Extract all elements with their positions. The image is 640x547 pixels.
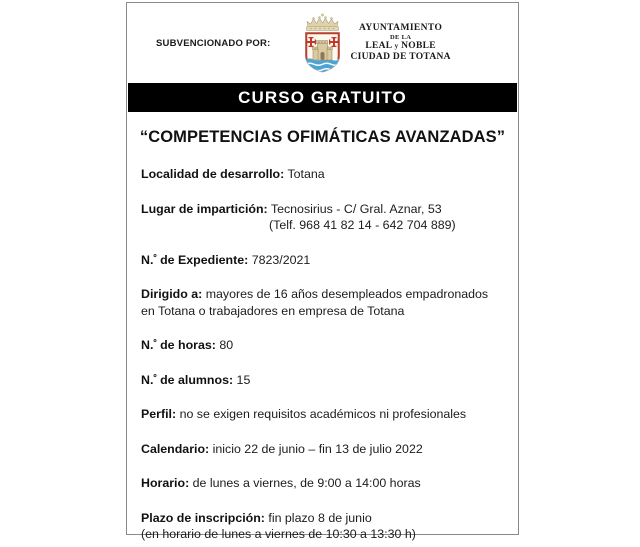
field-plazo-value-line2: (en horario de lunes a viernes de 10:30 a 13:30 h): [141, 527, 416, 541]
field-horas-value: 80: [219, 338, 234, 352]
field-horario-label: Horario:: [141, 476, 190, 490]
field-dirigido-label: Dirigido a:: [141, 287, 203, 301]
field-perfil-value: no se exigen requisitos académicos ni profesionales: [179, 407, 467, 421]
hall-line-2: DE LA: [390, 34, 412, 42]
emblem-block: [301, 12, 450, 74]
banner-curso-gratuito: CURSO GRATUITO: [128, 83, 517, 112]
field-dirigido-value: mayores de 16 años desempleados empadronados: [205, 287, 489, 301]
field-expediente-label: [141, 253, 248, 267]
poster-page: [126, 2, 519, 541]
field-expediente-label-n: N.: [141, 252, 154, 267]
hall-line-4: CIUDAD DE TOTANA: [350, 51, 451, 62]
sponsor-label: SUBVENCIONADO POR:: [156, 37, 271, 49]
coat-of-arms-icon: [301, 12, 344, 74]
field-localidad-label: Localidad de desarrollo:: [141, 167, 285, 181]
field-lugar-phone: (Telf. 968 41 82 14 - 642 704 889): [269, 218, 456, 232]
field-plazo-label: Plazo de inscripción:: [141, 510, 265, 525]
field-lugar-value: Tecnosirius - C/ Gral. Aznar, 53: [270, 201, 442, 216]
field-perfil-label: Perfil:: [141, 407, 177, 421]
ordinal-mark: º: [153, 371, 157, 382]
field-expediente-value: 7823/2021: [251, 252, 311, 267]
field-alumnos-label-n: N.: [141, 372, 154, 387]
field-horas: [141, 337, 504, 354]
field-lugar-label: Lugar de impartición:: [141, 201, 268, 216]
ordinal-mark: º: [153, 251, 157, 262]
city-hall-caption: [350, 23, 450, 62]
field-alumnos: [141, 372, 504, 389]
hall-line-3: [350, 41, 450, 52]
field-alumnos-value: 15: [236, 372, 251, 387]
ordinal-mark: º: [153, 337, 157, 348]
course-title: “COMPETENCIAS OFIMÁTICAS AVANZADAS”: [139, 128, 506, 146]
field-expediente-label-rest: de Expediente:: [156, 252, 249, 267]
field-horas-label-rest: de horas:: [156, 338, 216, 352]
field-expediente: [141, 252, 504, 269]
field-plazo-value: fin plazo 8 de junio: [268, 510, 372, 525]
field-dirigido-value-line2: en Totana o trabajadores en empresa de Totana: [141, 303, 405, 318]
hall-line-3-noble: NOBLE: [401, 41, 436, 52]
hall-line-3-leal: LEAL: [365, 41, 392, 52]
field-alumnos-label: [141, 373, 233, 387]
hall-line-3-y: y: [394, 42, 399, 51]
field-lugar: [141, 201, 504, 234]
hall-line-1: AYUNTAMIENTO: [358, 23, 443, 34]
field-localidad: [141, 166, 504, 183]
field-alumnos-label-rest: de alumnos:: [156, 372, 234, 387]
poster-header: [127, 3, 518, 83]
field-horas-label: [141, 338, 216, 352]
field-perfil: [141, 406, 504, 423]
field-horas-label-n: N.: [141, 338, 154, 352]
field-dirigido: [141, 286, 504, 319]
field-calendario: [141, 441, 504, 458]
field-calendario-label: Calendario:: [141, 441, 210, 456]
field-horario: [141, 475, 504, 492]
field-horario-value: de lunes a viernes, de 9:00 a 14:00 horas: [192, 476, 421, 490]
field-localidad-value: Totana: [287, 167, 325, 181]
field-calendario-value: inicio 22 de junio – fin 13 de julio 2022: [212, 441, 423, 456]
field-plazo: [141, 510, 504, 543]
poster-fields: [127, 166, 518, 543]
